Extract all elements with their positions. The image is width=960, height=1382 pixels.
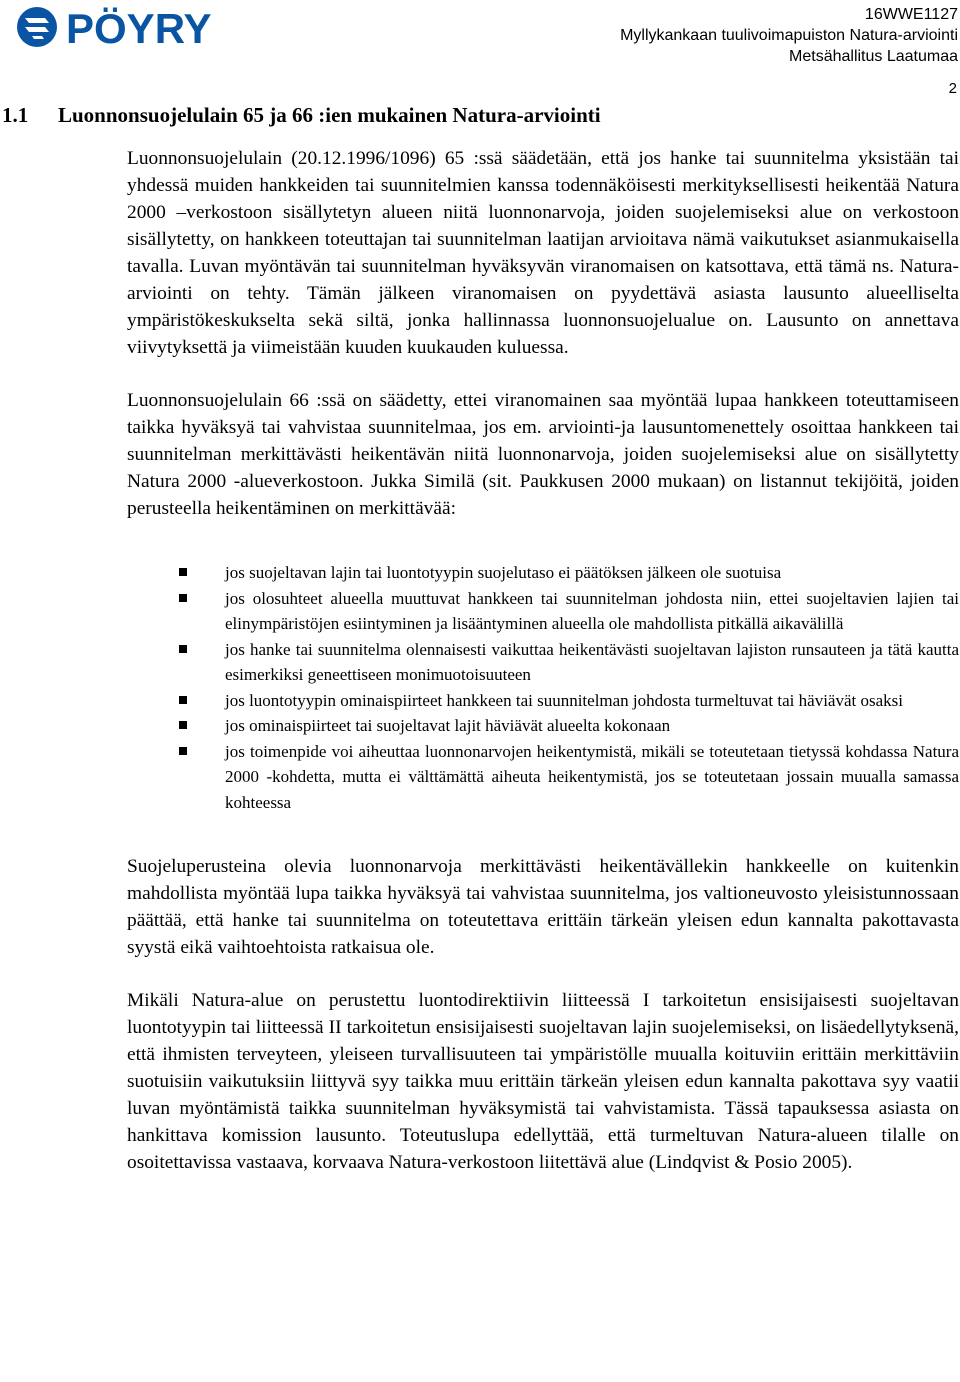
document-body <box>127 145 959 1176</box>
bullet-square-icon <box>179 594 187 602</box>
list-item <box>127 739 959 816</box>
list-item <box>127 560 959 586</box>
document-header <box>620 4 958 67</box>
list-item-text: jos ominaispiirteet tai suojeltavat lajit häviävät alueelta kokonaan <box>225 716 671 735</box>
list-item-text: jos toimenpide voi aiheuttaa luonnonarvojen heikentymistä, mikäli se toteutetaan tietyssä kohdassa Natura 2000 -kohdetta, mutta ei välttämättä aiheuta heikentymistä, jos se toteutetaan jossain muualla samassa kohteessa <box>225 741 959 812</box>
criteria-list <box>127 560 959 815</box>
section-title: Luonnonsuojelulain 65 ja 66 :ien mukainen Natura-arviointi <box>58 103 601 127</box>
list-item <box>127 688 959 714</box>
paragraph: Luonnonsuojelulain (20.12.1996/1096) 65 :ssä säädetään, että jos hanke tai suunnitelma yksistään tai yhdessä muiden hankkeiden tai suunnitelmien kanssa todennäköisesti merkityksellisesti heikentää Natura 2000 –verkostoon sisällytetyn alueen niitä luonnonarvoja, joiden suojelemiseksi alue on verkostoon sisällytetty, on hankkeen toteuttajan tai suunnitelman laatijan arvioitava nämä vaikutukset asianmukaisella tavalla. Luvan myöntävän tai suunnitelman hyväksyvän viranomaisen on katsottava, että tämä ns. Natura-arviointi on tehty. Tämän jälkeen viranomaisen on pyydettävä asiasta lausunto alueelliselta ympäristökeskukselta sekä siltä, jonka hallinnassa luonnonsuojelualue on. Lausunto on annettava viivytyksettä ja viimeistään kuuden kuukauden kuluessa. <box>127 148 959 358</box>
bullet-square-icon <box>179 696 187 704</box>
list-item-text: jos suojeltavan lajin tai luontotyypin suojelutaso ei päätöksen jälkeen ole suotuisa <box>225 563 782 582</box>
list-item-text: jos luontotyypin ominaispiirteet hankkeen tai suunnitelman johdosta turmeltuvat tai häviävät osaksi <box>225 690 903 710</box>
logo-text: PÖYRY <box>66 5 212 50</box>
list-item <box>127 586 959 637</box>
poyry-logo <box>14 4 304 50</box>
list-item <box>127 713 959 739</box>
paragraph: Mikäli Natura-alue on perustettu luontodirektiivin liitteessä I tarkoitetun ensisijaisesti suojeltavan luontotyypin tai liitteessä II tarkoitetun ensisijaisesti suojeltavan lajin suojelemiseksi, on lisäedellytyksenä, että ihmisten terveyteen, yleiseen turvallisuuteen tai ympäristölle muualla koituviin erittäin merkittäviin suotuisiin vaikutuksiin liittyvä syy taikka muu erittäin tärkeän yleisen edun kannalta pakottava syy vaatii luvan myöntämistä taikka suunnitelman hyväksymistä tai vahvistamista. Tässä tapauksessa asiasta on hankittava komission lausunto. Toteutuslupa edellyttää, että turmeltuvan Natura-alueen tilalle on osoitettavissa vastaava, korvaava Natura-verkostoon liitettävä alue (Lindqvist & Posio 2005). <box>127 990 959 1173</box>
project-title: Myllykankaan tuulivoimapuiston Natura-arviointi <box>620 27 958 44</box>
poyry-logo-mark <box>14 4 304 50</box>
list-item-text: jos olosuhteet alueella muuttuvat hankkeen tai suunnitelman johdosta niin, ettei suojeltavien lajien tai elinympäristöjen esiintyminen ja lisääntyminen alueella ole mahdollista pitkällä aikavälillä <box>225 588 959 633</box>
client-name: Metsähallitus Laatumaa <box>789 48 958 65</box>
doc-code: 16WWE1127 <box>864 6 958 23</box>
page-number: 2 <box>948 80 957 97</box>
list-item-text: jos hanke tai suunnitelma olennaisesti vaikuttaa heikentävästi suojeltavan lajiston runsauteen ja tätä kautta esimerkiksi geneettiseen monimuotoisuuteen <box>225 639 959 684</box>
bullet-square-icon <box>179 645 187 653</box>
paragraph: Suojeluperusteina olevia luonnonarvoja merkittävästi heikentävällekin hankkeelle on kuitenkin mahdollista myöntää lupa taikka hyväksyä tai vahvistaa suunnitelma, jos valtioneuvosto yleisistunnossaan päättää, että hanke tai suunnitelma on toteutettava erittäin tärkeän yleisen edun kannalta pakottavasta syystä eikä vaihtoehtoista ratkaisua ole. <box>127 856 959 958</box>
bullet-square-icon <box>179 747 187 755</box>
paragraph: Luonnonsuojelulain 66 :ssä on säädetty, ettei viranomainen saa myöntää lupaa hankkeen toteuttamiseen taikka hyväksyä tai vahvistaa suunnitelmaa, jos em. arviointi-ja lausuntomenettely osoittaa hankkeen tai suunnitelman merkittävästi heikentävän niitä luonnonarvoja, joiden suojelemiseksi alue on sisällytetty Natura 2000 -alueverkostoon. Jukka Similä (sit. Paukkusen 2000 mukaan) on listannut tekijöitä, joiden perusteella heikentäminen on merkittävää: <box>127 390 959 519</box>
list-item <box>127 637 959 688</box>
bullet-square-icon <box>179 568 187 576</box>
section-heading <box>2 103 601 128</box>
bullet-square-icon <box>179 721 187 729</box>
section-number: 1.1 <box>2 103 29 127</box>
